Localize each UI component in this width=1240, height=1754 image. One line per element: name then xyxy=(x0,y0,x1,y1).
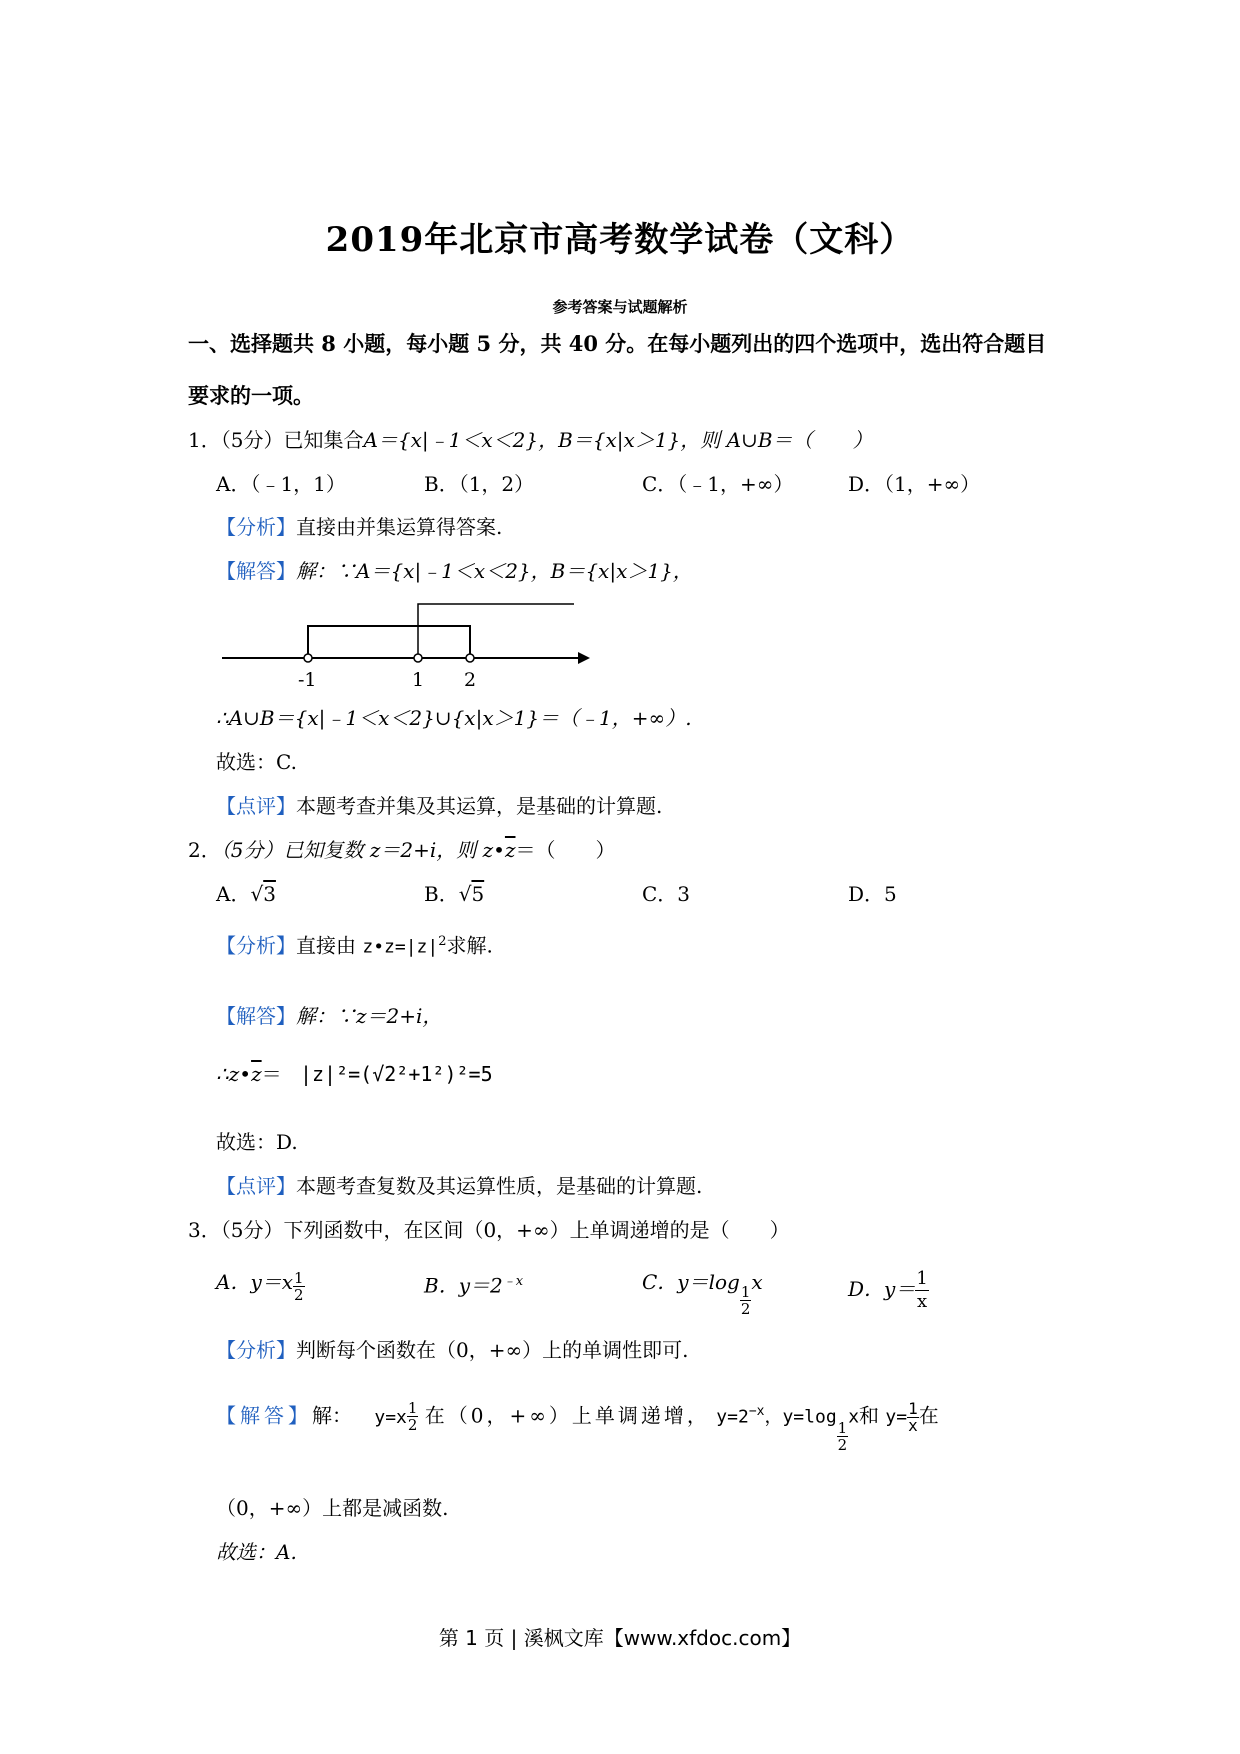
q2-analysis: 【分析】直接由 $z•z=|z|^2$求解. xyxy=(216,933,493,958)
q3-solution-cont: （0，+∞）上都是减函数. xyxy=(216,1496,449,1520)
q2-result: $\therefore z•\overline{z}= |z|^2=(√2^2+1^2)^2=5$ xyxy=(216,1062,493,1086)
q2-option-a: A．√3 xyxy=(216,882,276,906)
q3-choose: 故选：A. xyxy=(216,1540,297,1564)
q1-option-a: A．（﹣1，1） xyxy=(216,472,346,496)
q1-choose: 故选：C. xyxy=(216,750,297,774)
q1-solution: 【解答】解：∵A＝{x|﹣1＜x＜2}，B＝{x|x＞1}， xyxy=(216,559,693,583)
question-2-stem: 2．（5分）已知复数 z＝2+i，则 $z•\overline{z}=$（ ） xyxy=(188,838,616,862)
question-1-stem: 1．（5分）已知集合A＝{x|﹣1＜x＜2}，B＝{x|x＞1}，则 A∪B＝（ ） xyxy=(188,428,873,452)
section-heading-cont: 要求的一项。 xyxy=(188,383,314,408)
q3-analysis: 【分析】判断每个函数在（0，+∞）上的单调性即可. xyxy=(216,1338,689,1362)
q1-option-b: B．（1，2） xyxy=(424,472,535,496)
axis-label-1: 1 xyxy=(412,669,425,691)
q2-choose: 故选：D. xyxy=(216,1130,298,1154)
q1-option-d: D．（1，+∞） xyxy=(848,472,981,496)
q2-option-d: D．5 xyxy=(848,882,897,906)
q1-option-c: C．（﹣1，+∞） xyxy=(642,472,794,496)
q2-option-b: B．√5 xyxy=(424,882,485,906)
q1-result: ∴A∪B＝{x|﹣1＜x＜2}∪{x|x＞1}＝（﹣1，+∞）. xyxy=(216,706,692,730)
axis-label-2: 2 xyxy=(464,669,477,691)
axis-label-neg1: -1 xyxy=(298,669,317,691)
q3-option-b: B．$y=2^{﹣x}$ xyxy=(424,1273,524,1298)
q3-option-a: A．y＝x $\frac{1}{2}$ xyxy=(216,1269,304,1304)
q1-analysis: 【分析】直接由并集运算得答案. xyxy=(216,515,503,539)
page-subtitle: 参考答案与试题解析 xyxy=(552,298,688,316)
question-3-stem: 3．（5分）下列函数中，在区间（0，+∞）上单调递增的是（ ） xyxy=(188,1218,790,1242)
section-heading: 一、选择题共 8 小题，每小题 5 分，共 40 分。在每小题列出的四个选项中，选出符合题目 xyxy=(188,331,1047,356)
q3-option-d: D．y＝ $\frac{1}{x}$ xyxy=(848,1268,928,1312)
q3-option-c: C．y＝log $\frac{1}{2}$ x xyxy=(642,1270,763,1318)
q2-comment: 【点评】本题考查复数及其运算性质，是基础的计算题. xyxy=(216,1174,703,1198)
page-footer: 第 1 页 | 溪枫文库【www.xfdoc.com】 xyxy=(438,1626,802,1650)
q2-option-c: C．3 xyxy=(642,882,691,906)
q1-comment: 【点评】本题考查并集及其运算，是基础的计算题. xyxy=(216,794,663,818)
q3-solution: 【解答】解： y=x $\frac{1}{2}$ 在（0，+∞）上单调递增， $y=2^{-x}$，y=log $\frac{1}{2}$ x和 y= $\frac{1}{x}$ 在 xyxy=(216,1398,939,1454)
q2-solution: 【解答】解：∵z＝2+i， xyxy=(216,1004,443,1028)
number-line-figure xyxy=(218,596,590,692)
page-title: 2019年北京市高考数学试卷（文科） xyxy=(325,220,915,260)
